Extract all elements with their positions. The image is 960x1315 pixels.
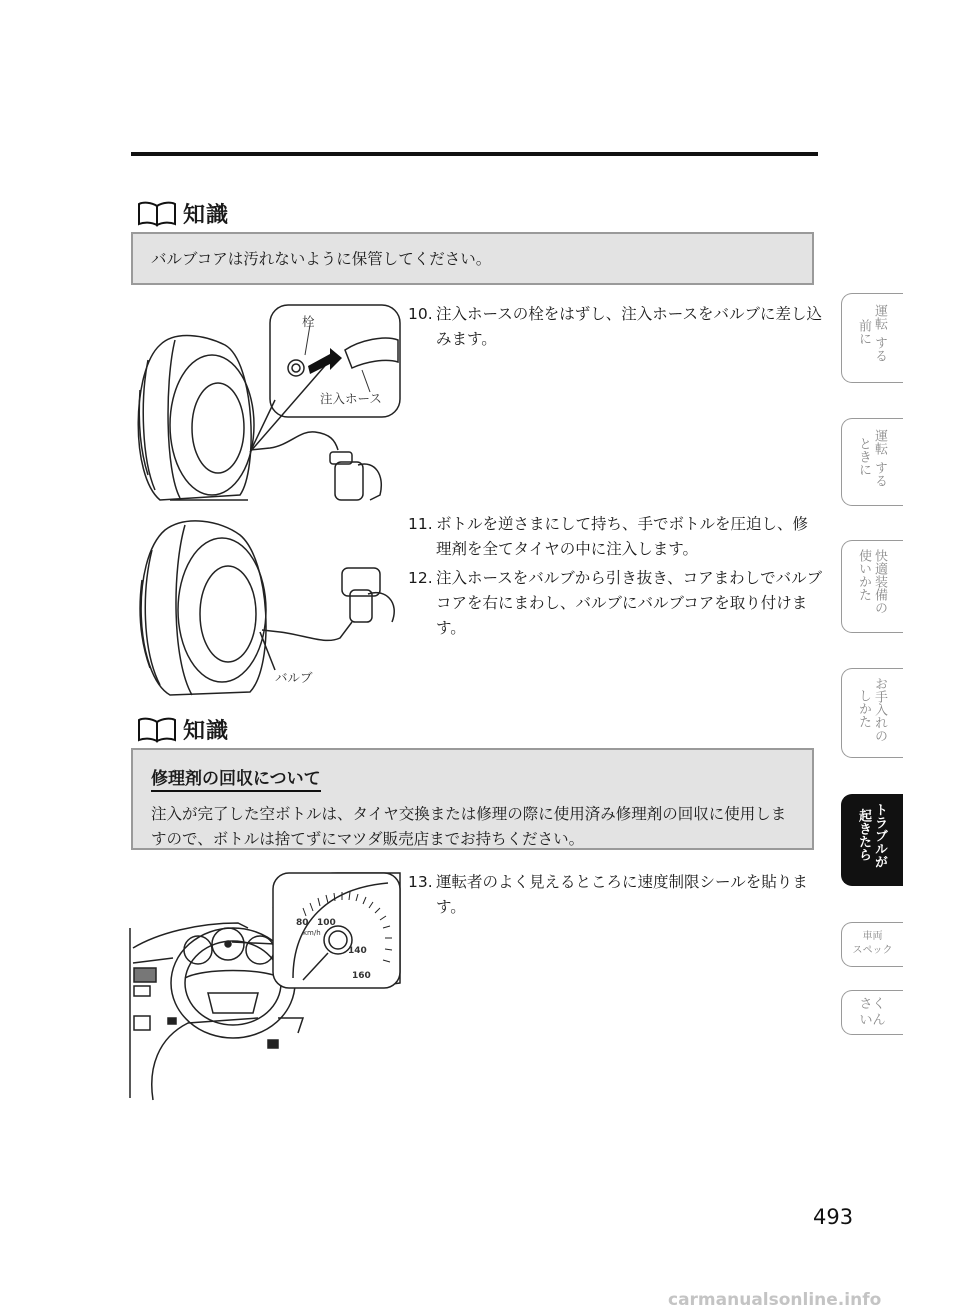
- note-subtitle: 修理剤の回収について: [151, 764, 321, 792]
- tab-label: 車両: [862, 931, 883, 942]
- note-box-valve-core: [131, 232, 814, 285]
- tab-label: 快適装備の: [872, 549, 887, 614]
- note-box-sealant-recovery: [131, 748, 814, 850]
- step-text: 注入ホースの栓をはずし、注入ホースをバルブに差し込みます。: [436, 305, 822, 348]
- tab-label: さく: [859, 997, 886, 1012]
- watermark: carmanualsonline.info: [668, 1290, 882, 1310]
- tab-label: 運転: [872, 304, 887, 330]
- step-12: [408, 566, 823, 641]
- tab-label: 使いかた: [856, 549, 871, 601]
- tab-label: しかた: [856, 689, 871, 728]
- tab-label: ときに: [856, 437, 871, 476]
- note-text: 注入が完了した空ボトルは、タイヤ交換または修理の際に使用済み修理剤の回収に使用しますので、ボトルは捨てずにマツダ販売店までお持ちください。: [151, 805, 787, 848]
- tab-label: する: [872, 336, 887, 362]
- side-tab-while-driving[interactable]: [841, 418, 903, 506]
- step-text: ボトルを逆さまにして持ち、手でボトルを圧迫し、修理剤を全てタイヤの中に注入します。: [436, 515, 809, 558]
- open-book-icon: [137, 717, 177, 743]
- tab-label: トラブルが: [872, 803, 887, 868]
- step-text: 運転者のよく見えるところに速度制限シールを貼ります。: [436, 873, 808, 916]
- illustration-speed-sticker: [128, 868, 403, 1103]
- side-tab-troubleshooting[interactable]: [841, 794, 903, 886]
- header-rule: [131, 152, 818, 156]
- speed-label-100: 100: [317, 918, 336, 928]
- tab-label: 前に: [856, 319, 871, 345]
- label-valve: バルブ: [275, 670, 313, 685]
- step-number: 12.: [408, 569, 433, 587]
- knowledge-title: 知識: [183, 719, 230, 744]
- step-number: 13.: [408, 873, 433, 891]
- knowledge-heading: [137, 198, 229, 229]
- open-book-icon: [137, 201, 177, 227]
- tab-label: 運転: [872, 429, 887, 455]
- side-tab-index[interactable]: [841, 990, 903, 1035]
- step-number: 11.: [408, 515, 433, 533]
- label-hose: 注入ホース: [320, 391, 382, 406]
- label-plug: 栓: [302, 314, 315, 329]
- step-number: 10.: [408, 305, 433, 323]
- step-10: [408, 302, 823, 352]
- tab-label: する: [872, 461, 887, 487]
- tab-label: 起きたら: [856, 809, 871, 861]
- tab-label: お手入れの: [872, 677, 887, 742]
- knowledge-title: 知識: [183, 203, 230, 228]
- step-11: [408, 512, 823, 562]
- step-text: 注入ホースをバルブから引き抜き、コアまわしでバルブコアを右にまわし、バルブにバルブコアを取り付けます。: [436, 569, 823, 637]
- tab-label: スペック: [852, 945, 893, 956]
- tab-label: いん: [859, 1013, 886, 1028]
- note-text: バルブコアは汚れないように保管してください。: [151, 250, 492, 268]
- speed-label-80: 80: [296, 918, 309, 928]
- speed-label-140: 140: [348, 946, 367, 956]
- speed-unit: km/h: [303, 929, 321, 937]
- page-number: 493: [813, 1205, 854, 1229]
- side-tab-before-driving[interactable]: [841, 293, 903, 383]
- speed-label-160: 160: [352, 971, 371, 981]
- side-tab-maintenance[interactable]: [841, 668, 903, 758]
- side-tab-comfort-features[interactable]: [841, 540, 903, 633]
- side-tab-vehicle-specs[interactable]: [841, 922, 903, 967]
- knowledge-heading: [137, 714, 229, 745]
- step-13: [408, 870, 823, 920]
- illustration-inject-sealant: [130, 510, 405, 700]
